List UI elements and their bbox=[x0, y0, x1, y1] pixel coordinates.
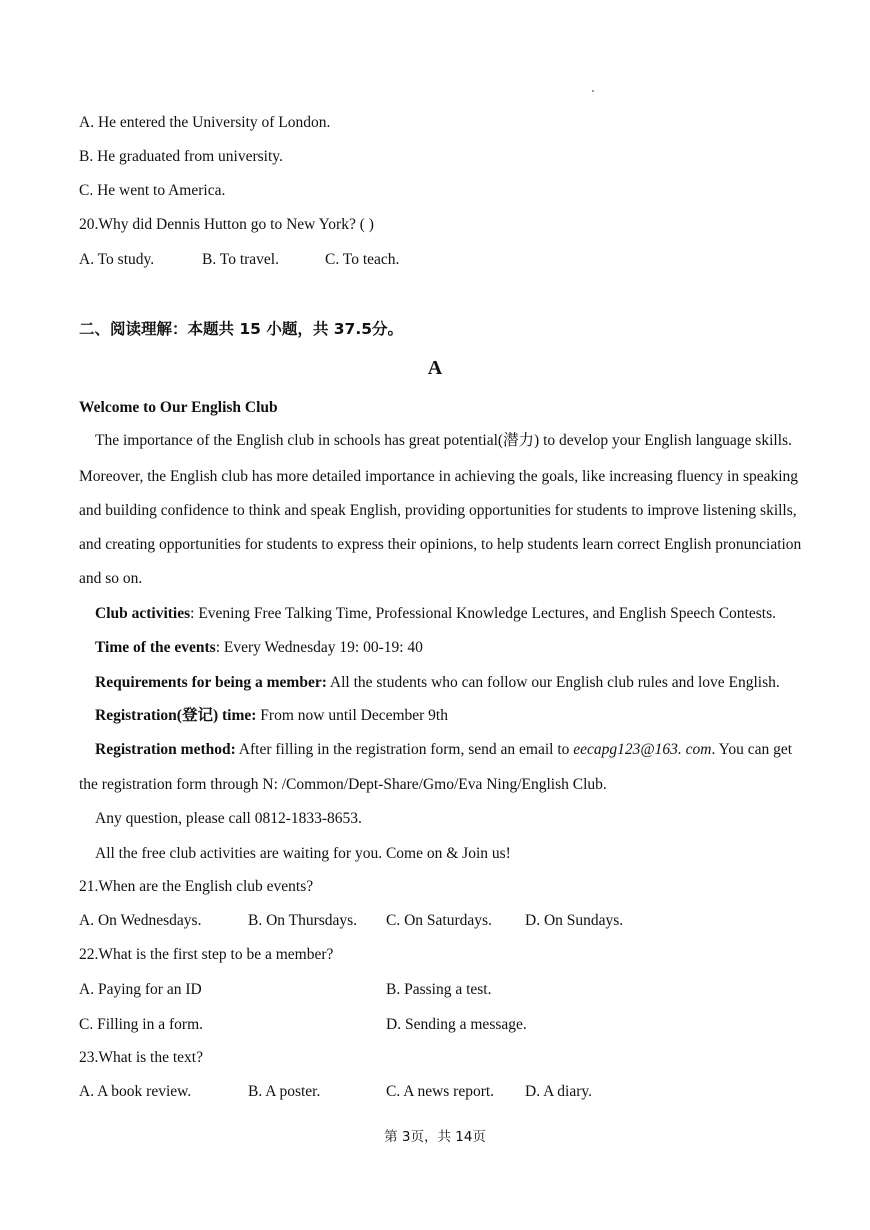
page-footer: 第 3页，共 14页 bbox=[384, 1129, 486, 1145]
q23-option-d: D. A diary. bbox=[525, 1083, 593, 1100]
scan-speck bbox=[592, 90, 594, 92]
member-requirements bbox=[95, 673, 780, 693]
q22-option-d: D. Sending a message. bbox=[386, 1016, 527, 1033]
passage-title: Welcome to Our English Club bbox=[79, 399, 278, 416]
member-requirements-text: All the students who can follow our English club rules and love English. bbox=[326, 674, 780, 691]
registration-time-label: Registration(登记) time: bbox=[95, 707, 257, 724]
q20-option-a: A. To study. bbox=[79, 251, 155, 268]
q19-option-c: C. He went to America. bbox=[79, 182, 226, 199]
passage-para1-line3: and building confidence to think and speak English, providing opportunities for students to improve listening skills, bbox=[79, 502, 797, 519]
q23-option-c: C. A news report. bbox=[386, 1083, 495, 1100]
passage-para1-line5: and so on. bbox=[79, 570, 143, 587]
registration-method-line2: the registration form through N: /Common/Dept-Share/Gmo/Eva Ning/English Club. bbox=[79, 776, 607, 793]
q21-option-d: D. On Sundays. bbox=[525, 912, 624, 929]
club-activities bbox=[95, 604, 776, 624]
registration-email: eecapg123@163. com bbox=[573, 741, 712, 758]
event-time bbox=[95, 638, 423, 658]
section-heading: 二、阅读理解：本题共 15 小题，共 37.5分。 bbox=[79, 320, 404, 338]
passage-para1-line1: The importance of the English club in schools has great potential(潜力) to develop your English language skills. bbox=[95, 432, 792, 449]
q21-option-c: C. On Saturdays. bbox=[386, 912, 492, 929]
club-activities-label: Club activities bbox=[95, 605, 191, 622]
q21-option-a: A. On Wednesdays. bbox=[79, 912, 202, 929]
passage-letter: A bbox=[427, 357, 443, 379]
q23-question: 23.What is the text? bbox=[79, 1049, 203, 1066]
q22-question: 22.What is the first step to be a member? bbox=[79, 946, 334, 963]
registration-method bbox=[95, 740, 792, 760]
q22-option-b: B. Passing a test. bbox=[386, 981, 492, 998]
registration-method-label: Registration method: bbox=[95, 741, 236, 758]
q19-option-b: B. He graduated from university. bbox=[79, 148, 283, 165]
q20-question: 20.Why did Dennis Hutton go to New York? ( ) bbox=[79, 216, 374, 233]
event-time-text: : Every Wednesday 19: 00-19: 40 bbox=[215, 639, 423, 656]
registration-time-text: From now until December 9th bbox=[256, 707, 448, 724]
event-time-label: Time of the events bbox=[95, 639, 216, 656]
registration-method-text: After filling in the registration form, send an email to bbox=[235, 741, 574, 758]
passage-para1-line4: and creating opportunities for students to express their opinions, to help students learn correct English pronunciation bbox=[79, 536, 802, 553]
q23-option-a: A. A book review. bbox=[79, 1083, 192, 1100]
q23-option-b: B. A poster. bbox=[248, 1083, 321, 1100]
q20-option-c: C. To teach. bbox=[325, 251, 400, 268]
club-activities-text: : Evening Free Talking Time, Professional Knowledge Lectures, and English Speech Contests. bbox=[190, 605, 776, 622]
contact-line: Any question, please call 0812-1833-8653. bbox=[95, 810, 362, 827]
registration-method-tail: . You can get bbox=[711, 741, 793, 758]
q21-option-b: B. On Thursdays. bbox=[248, 912, 358, 929]
member-requirements-label: Requirements for being a member: bbox=[95, 674, 327, 691]
q22-option-c: C. Filling in a form. bbox=[79, 1016, 203, 1033]
q20-option-b: B. To travel. bbox=[202, 251, 279, 268]
registration-time bbox=[95, 706, 448, 726]
q22-option-a: A. Paying for an ID bbox=[79, 981, 202, 998]
q19-option-a: A. He entered the University of London. bbox=[79, 114, 331, 131]
passage-para1-line2: Moreover, the English club has more detailed importance in achieving the goals, like increasing fluency in speaking bbox=[79, 468, 799, 485]
closing-line: All the free club activities are waiting for you. Come on & Join us! bbox=[95, 845, 511, 862]
q21-question: 21.When are the English club events? bbox=[79, 878, 314, 895]
